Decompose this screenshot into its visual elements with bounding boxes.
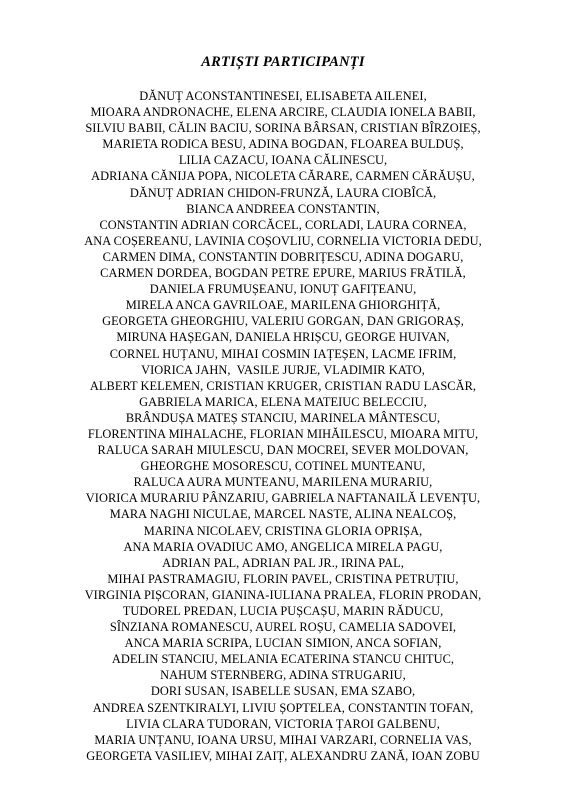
artist-line: LIVIA CLARA TUDORAN, VICTORIA ȚAROI GALBENU, [126, 716, 440, 731]
artist-line: TUDOREL PREDAN, LUCIA PUȘCAȘU, MARIN RĂDUCU, [122, 604, 444, 618]
artist-line: GEORGETA VASILIEV, MIHAI ZAIȚ, ALEXANDRU ZANĂ, IOAN ZOBU [86, 748, 480, 763]
artist-line: ALBERT KELEMEN, CRISTIAN KRUGER, CRISTIAN RADU LASCĂR, [89, 378, 477, 393]
artist-line: MIOARA ANDRONACHE, ELENA ARCIRE, CLAUDIA IONELA BABII, [90, 105, 476, 120]
artist-line: ADELIN STANCIU, MELANIA ECATERINA STANCU CHITUC, [111, 652, 455, 667]
artist-line: MARA NAGHI NICULAE, MARCEL NASTE, ALINA NEALCOȘ, [109, 507, 457, 522]
artist-line: ADRIANA CĂNIJA POPA, NICOLETA CĂRARE, CARMEN CĂRĂUȘU, [91, 169, 475, 184]
artist-line: CORNEL HUȚANU, MIHAI COSMIN IAȚEȘEN, LACME IFRIM, [109, 346, 457, 361]
artist-line: DĂNUȚ ADRIAN CHIDON-FRUNZĂ, LAURA CIOBÎCĂ, [129, 185, 437, 200]
artist-line: GABRIELA MARICA, ELENA MATEIUC BELECCIU, [139, 394, 427, 409]
artist-line: BRÂNDUȘA MATEȘ STANCIU, MARINELA MÂNTESCU, [125, 410, 441, 425]
artist-line: DĂNUȚ ACONSTANTINESEI, ELISABETA AILENEI, [139, 89, 427, 103]
artist-line: SÎNZIANA ROMANESCU, AUREL ROȘU, CAMELIA SADOVEI, [109, 620, 457, 635]
artist-line: ANA MARIA OVADIUC AMO, ANGELICA MIRELA PAGU, [123, 539, 443, 554]
artist-line: RALUCA AURA MUNTEANU, MARILENA MURARIU, [133, 475, 433, 490]
artist-line: MIHAI PASTRAMAGIU, FLORIN PAVEL, CRISTINA PETRUȚIU, [107, 571, 459, 586]
artist-line: MARIA UNȚANU, IOANA URSU, MIHAI VARZARI, CORNELIA VAS, [94, 732, 472, 747]
artist-line: MARINA NICOLAEV, CRISTINA GLORIA OPRIȘA, [143, 523, 423, 538]
artist-line: ANA COȘEREANU, LAVINIA COȘOVLIU, CORNELIA VICTORIA DEDU, [84, 233, 482, 248]
artist-line: CARMEN DORDEA, BOGDAN PETRE EPURE, MARIUS FRĂTILĂ, [100, 266, 466, 281]
artist-line: VIRGINIA PIȘCORAN, GIANINA-IULIANA PRALEA, FLORIN PRODAN, [84, 587, 482, 602]
artist-line: GHEORGHE MOSORESCU, COTINEL MUNTEANU, [140, 459, 426, 474]
artist-line: MIRELA ANCA GAVRILOAE, MARILENA GHIORGHIȚĂ, [125, 298, 441, 313]
artist-line: ANDREA SZENTKIRALYI, LIVIU ȘOPTELEA, CONSTANTIN TOFAN, [92, 700, 474, 715]
artist-line: ADRIAN PAL, ADRIAN PAL JR., IRINA PAL, [162, 555, 404, 570]
artist-line: ANCA MARIA SCRIPA, LUCIAN SIMION, ANCA SOFIAN, [124, 636, 442, 651]
artist-line: NAHUM STERNBERG, ADINA STRUGARIU, [160, 668, 406, 683]
artist-line: VIORICA MURARIU PÂNZARIU, GABRIELA NAFTANAILĂ LEVENȚU, [85, 491, 481, 506]
artist-line: CARMEN DIMA, CONSTANTIN DOBRIȚESCU, ADINA DOGARU, [102, 249, 464, 264]
artist-line: RALUCA SARAH MIULESCU, DAN MOCREI, SEVER MOLDOVAN, [97, 443, 469, 458]
artist-line: VIORICA JAHN, VASILE JURJE, VLADIMIR KATO, [141, 362, 425, 377]
artist-line: GEORGETA GHEORGHIU, VALERIU GORGAN, DAN GRIGORAȘ, [102, 314, 464, 329]
artist-line: DORI SUSAN, ISABELLE SUSAN, EMA SZABO, [150, 684, 416, 699]
artist-line: CONSTANTIN ADRIAN CORCĂCEL, CORLADI, LAURA CORNEA, [99, 217, 467, 232]
artist-line: LILIA CAZACU, IOANA CĂLINESCU, [178, 153, 388, 168]
artist-line: MARIETA RODICA BESU, ADINA BOGDAN, FLOAREA BULDUȘ, [102, 137, 464, 152]
artist-line: BIANCA ANDREEA CONSTANTIN, [186, 201, 380, 216]
artist-line: SILVIU BABII, CĂLIN BACIU, SORINA BÂRSAN, CRISTIAN BÎRZOIEȘ, [85, 121, 481, 136]
artist-line: FLORENTINA MIHALACHE, FLORIAN MIHĂILESCU, MIOARA MITU, [87, 426, 479, 441]
page-title: ARTIȘTI PARTICIPANȚI [201, 54, 365, 70]
artist-list [0, 88, 566, 764]
artist-line: DANIELA FRUMUȘEANU, IONUȚ GAFIȚEANU, [149, 282, 417, 297]
artist-line: MIRUNA HAȘEGAN, DANIELA HRIȘCU, GEORGE HUIVAN, [116, 330, 450, 345]
